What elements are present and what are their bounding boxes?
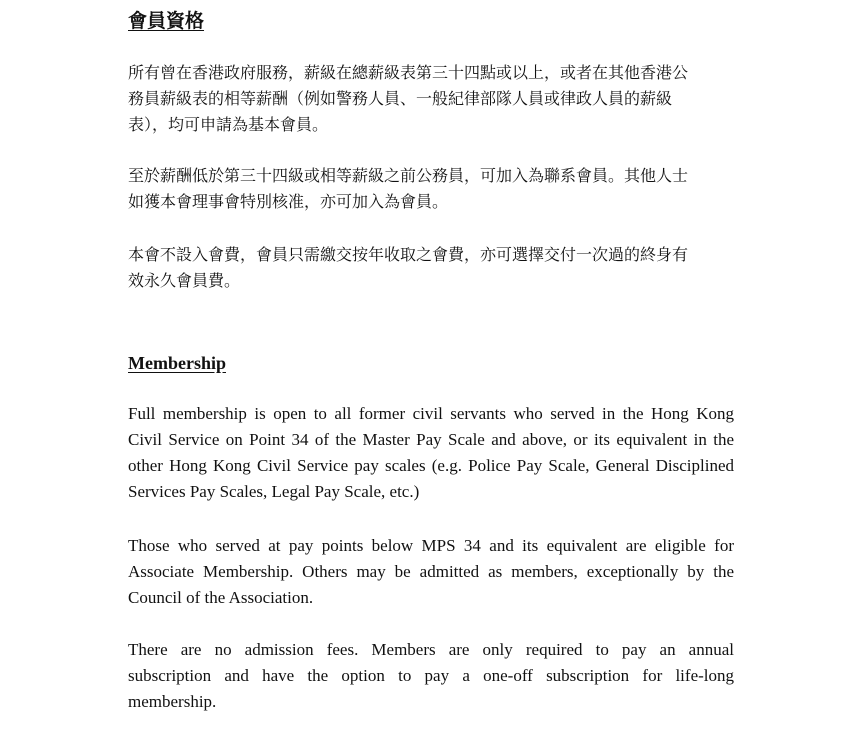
- english-paragraph-fees: [128, 637, 734, 715]
- text-line: There are no admission fees. Members are only required to pay an annual: [128, 640, 734, 659]
- text-line: Civil Service on Point 34 of the Master Pay Scale and above, or its equivalent in the: [128, 430, 734, 449]
- english-heading: Membership: [128, 353, 226, 373]
- text-line: Services Pay Scales, Legal Pay Scale, etc.): [128, 482, 420, 501]
- text-line: Associate Membership. Others may be admitted as members, exceptionally by the: [128, 562, 734, 581]
- text-line: other Hong Kong Civil Service pay scales (e.g. Police Pay Scale, General Disciplined: [128, 456, 734, 475]
- text-line: Full membership is open to all former civil servants who served in the Hong Kong: [128, 404, 734, 423]
- text-line: Council of the Association.: [128, 588, 314, 607]
- chinese-paragraph-fees: [128, 242, 734, 294]
- english-paragraph-eligibility: [128, 401, 734, 505]
- text-line: subscription and have the option to pay a one-off subscription for life-long: [128, 666, 734, 685]
- text-line: 務員薪級表的相等薪酬（例如警務人員、一般紀律部隊人員或律政人員的薪級: [128, 89, 673, 108]
- text-line: 至於薪酬低於第三十四級或相等薪級之前公務員，可加入為聯系會員。其他人士: [128, 166, 689, 185]
- chinese-paragraph-eligibility: [128, 60, 734, 138]
- text-line: 表），均可申請為基本會員。: [128, 115, 329, 134]
- chinese-heading: 會員資格: [128, 10, 205, 32]
- text-line: 本會不設入會費，會員只需繳交按年收取之會費，亦可選擇交付一次過的終身有: [128, 245, 689, 264]
- english-paragraph-associate: [128, 533, 734, 611]
- text-line: membership.: [128, 692, 217, 711]
- chinese-paragraph-associate: [128, 163, 734, 215]
- text-line: 效永久會員費。: [128, 271, 241, 290]
- text-line: 所有曾在香港政府服務，薪級在總薪級表第三十四點或以上，或者在其他香港公: [128, 63, 689, 82]
- text-line: Those who served at pay points below MPS 34 and its equivalent are eligible for: [128, 536, 734, 555]
- text-line: 如獲本會理事會特別核准，亦可加入為會員。: [128, 192, 449, 211]
